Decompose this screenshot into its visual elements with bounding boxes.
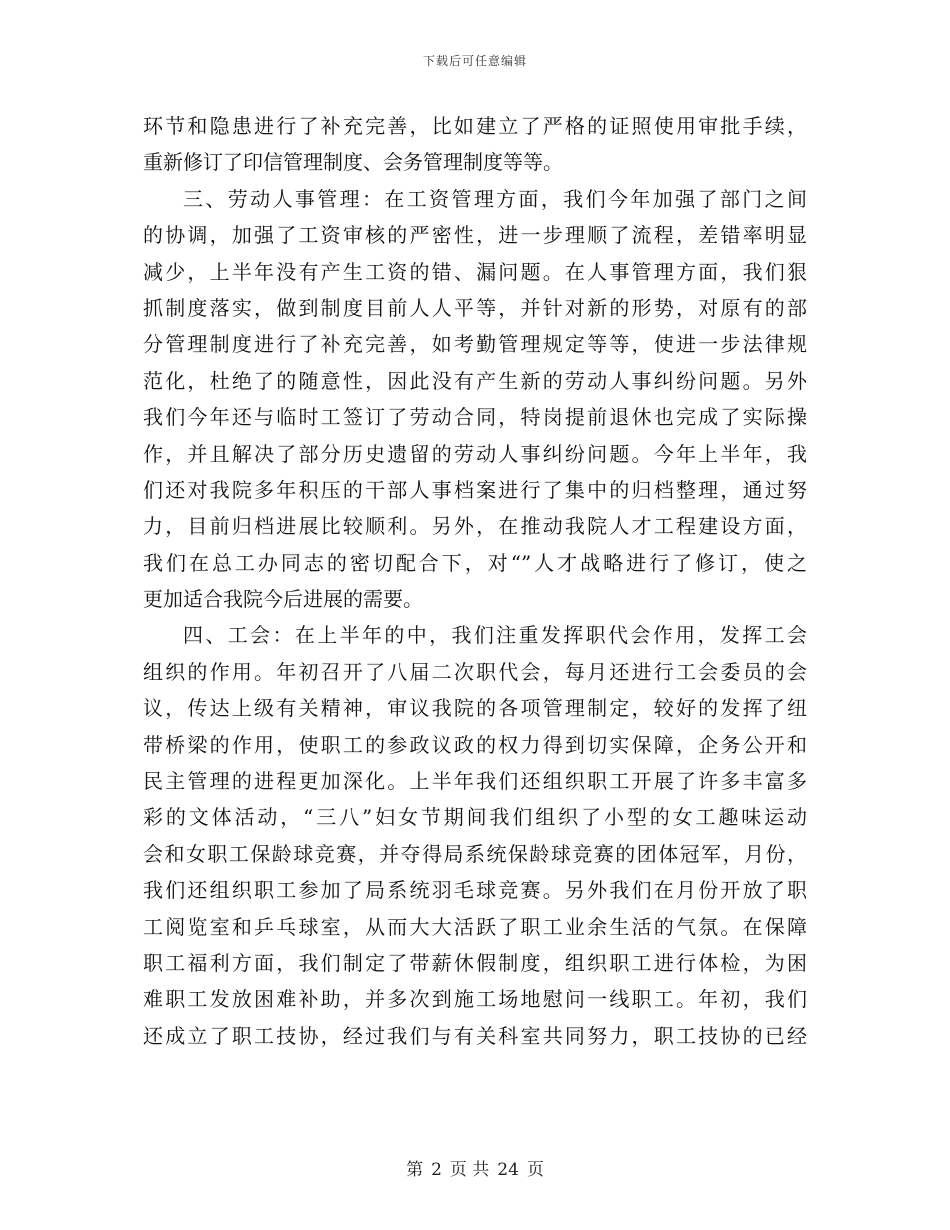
page-header: 下载后可任意编辑 (422, 54, 527, 68)
body-line: 范化，杜绝了的随意性，因此没有产生新的劳动人事纠纷问题。另外 (143, 368, 807, 393)
page-number-footer (0, 1155, 950, 1180)
body-line: 还成立了职工技协，经过我们与有关科室共同努力，职工技协的已经 (143, 1023, 807, 1048)
body-line: 我们还组织职工参加了局系统羽毛球竞赛。另外我们在月份开放了职 (143, 878, 807, 903)
body-line: 工阅览室和乒乓球室，从而大大活跃了职工业余生活的气氛。在保障 (143, 914, 807, 939)
total-page-count: 24 (497, 1160, 519, 1180)
body-line: 力，目前归档进展比较顺利。另外，在推动我院人才工程建设方面， (143, 514, 807, 539)
body-line: 带桥梁的作用，使职工的参政议政的权力得到切实保障，企务公开和 (143, 732, 807, 757)
body-line: 抓制度落实，做到制度目前人人平等，并针对新的形势，对原有的部 (143, 295, 807, 320)
body-line: 会和女职工保龄球竞赛，并夺得局系统保龄球竞赛的团体冠军，月份， (143, 841, 807, 866)
footer-prefix: 第 (406, 1160, 424, 1180)
footer-suffix: 页 (526, 1160, 544, 1180)
body-line: 们还对我院多年积压的干部人事档案进行了集中的归档整理，通过努 (143, 477, 807, 502)
body-line: 民主管理的进程更加深化。上半年我们还组织职工开展了许多丰富多 (143, 769, 807, 794)
body-line: 更加适合我院今后进展的需要。 (143, 587, 423, 612)
body-line: 环节和隐患进行了补充完善，比如建立了严格的证照使用审批手续， (143, 114, 807, 138)
body-line: 重新修订了印信管理制度、会务管理制度等等。 (143, 150, 563, 175)
current-page-number: 2 (431, 1160, 442, 1180)
body-line: 难职工发放困难补助，并多次到施工场地慰问一线职工。年初，我们 (143, 987, 807, 1012)
body-line: 作，并且解决了部分历史遗留的劳动人事纠纷问题。今年上半年，我 (143, 441, 807, 466)
body-line: 我们今年还与临时工签订了劳动合同，特岗提前退休也完成了实际操 (143, 405, 807, 430)
body-line: 的协调，加强了工资审核的严密性，进一步理顺了流程，差错率明显 (143, 223, 807, 248)
footer-middle: 页 共 (449, 1160, 490, 1180)
body-line: 彩的文体活动，“三八”妇女节期间我们组织了小型的女工趣味运动 (143, 805, 807, 830)
body-line: 议，传达上级有关精神，审议我院的各项管理制定，较好的发挥了纽 (143, 696, 807, 721)
body-line: 职工福利方面，我们制定了带薪休假制度，组织职工进行体检，为困 (143, 950, 807, 975)
body-line: 我们在总工办同志的密切配合下，对“”人才战略进行了修订，使之 (143, 550, 807, 575)
body-line: 组织的作用。年初召开了八届二次职代会，每月还进行工会委员的会 (143, 659, 807, 684)
paragraph-start-line: 三、劳动人事管理：在工资管理方面，我们今年加强了部门之间 (183, 186, 807, 211)
paragraph-start-line: 四、工会：在上半年的中，我们注重发挥职代会作用，发挥工会 (183, 623, 807, 648)
document-body (143, 108, 807, 1054)
body-line: 减少，上半年没有产生工资的错、漏问题。在人事管理方面，我们狠 (143, 259, 807, 284)
body-line: 分管理制度进行了补充完善，如考勤管理规定等等，使进一步法律规 (143, 332, 807, 357)
